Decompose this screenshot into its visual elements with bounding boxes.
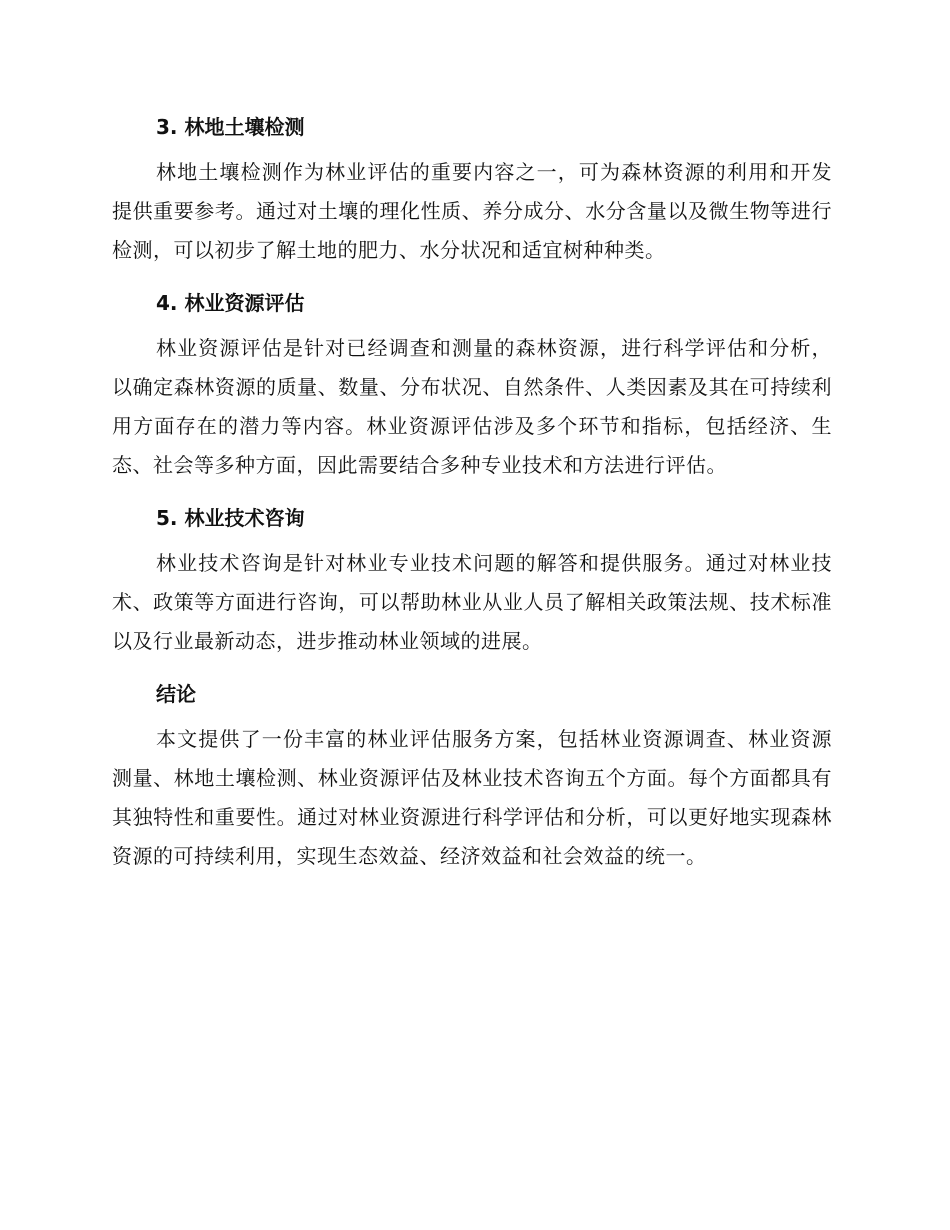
section-paragraph: 林地土壤检测作为林业评估的重要内容之一，可为森林资源的利用和开发提供重要参考。通过对土壤的理化性质、养分成分、水分含量以及微生物等进行检测，可以初步了解土地的肥力、水分状况和适宜树种种类。 bbox=[112, 160, 832, 262]
section-paragraph: 本文提供了一份丰富的林业评估服务方案，包括林业资源调查、林业资源测量、林地土壤检测、林业资源评估及林业技术咨询五个方面。每个方面都具有其独特性和重要性。通过对林业资源进行科学评估和分析，可以更好地实现森林资源的可持续利用，实现生态效益、经济效益和社会效益的统一。 bbox=[112, 727, 832, 868]
document-body bbox=[112, 108, 832, 890]
section-heading: 3. 林地土壤检测 bbox=[156, 115, 305, 139]
section-conclusion bbox=[112, 675, 832, 876]
section-resource-assessment bbox=[112, 284, 832, 485]
section-heading: 结论 bbox=[156, 682, 196, 706]
section-technical-consulting bbox=[112, 499, 832, 661]
section-heading: 5. 林业技术咨询 bbox=[156, 506, 305, 530]
section-heading: 4. 林业资源评估 bbox=[156, 291, 305, 315]
section-soil-testing bbox=[112, 108, 832, 270]
section-paragraph: 林业技术咨询是针对林业专业技术问题的解答和提供服务。通过对林业技术、政策等方面进行咨询，可以帮助林业从业人员了解相关政策法规、技术标准以及行业最新动态，进步推动林业领域的进展。 bbox=[112, 551, 832, 653]
section-paragraph: 林业资源评估是针对已经调查和测量的森林资源，进行科学评估和分析，以确定森林资源的质量、数量、分布状况、自然条件、人类因素及其在可持续利用方面存在的潜力等内容。林业资源评估涉及多个环节和指标，包括经济、生态、社会等多种方面，因此需要结合多种专业技术和方法进行评估。 bbox=[112, 336, 832, 477]
